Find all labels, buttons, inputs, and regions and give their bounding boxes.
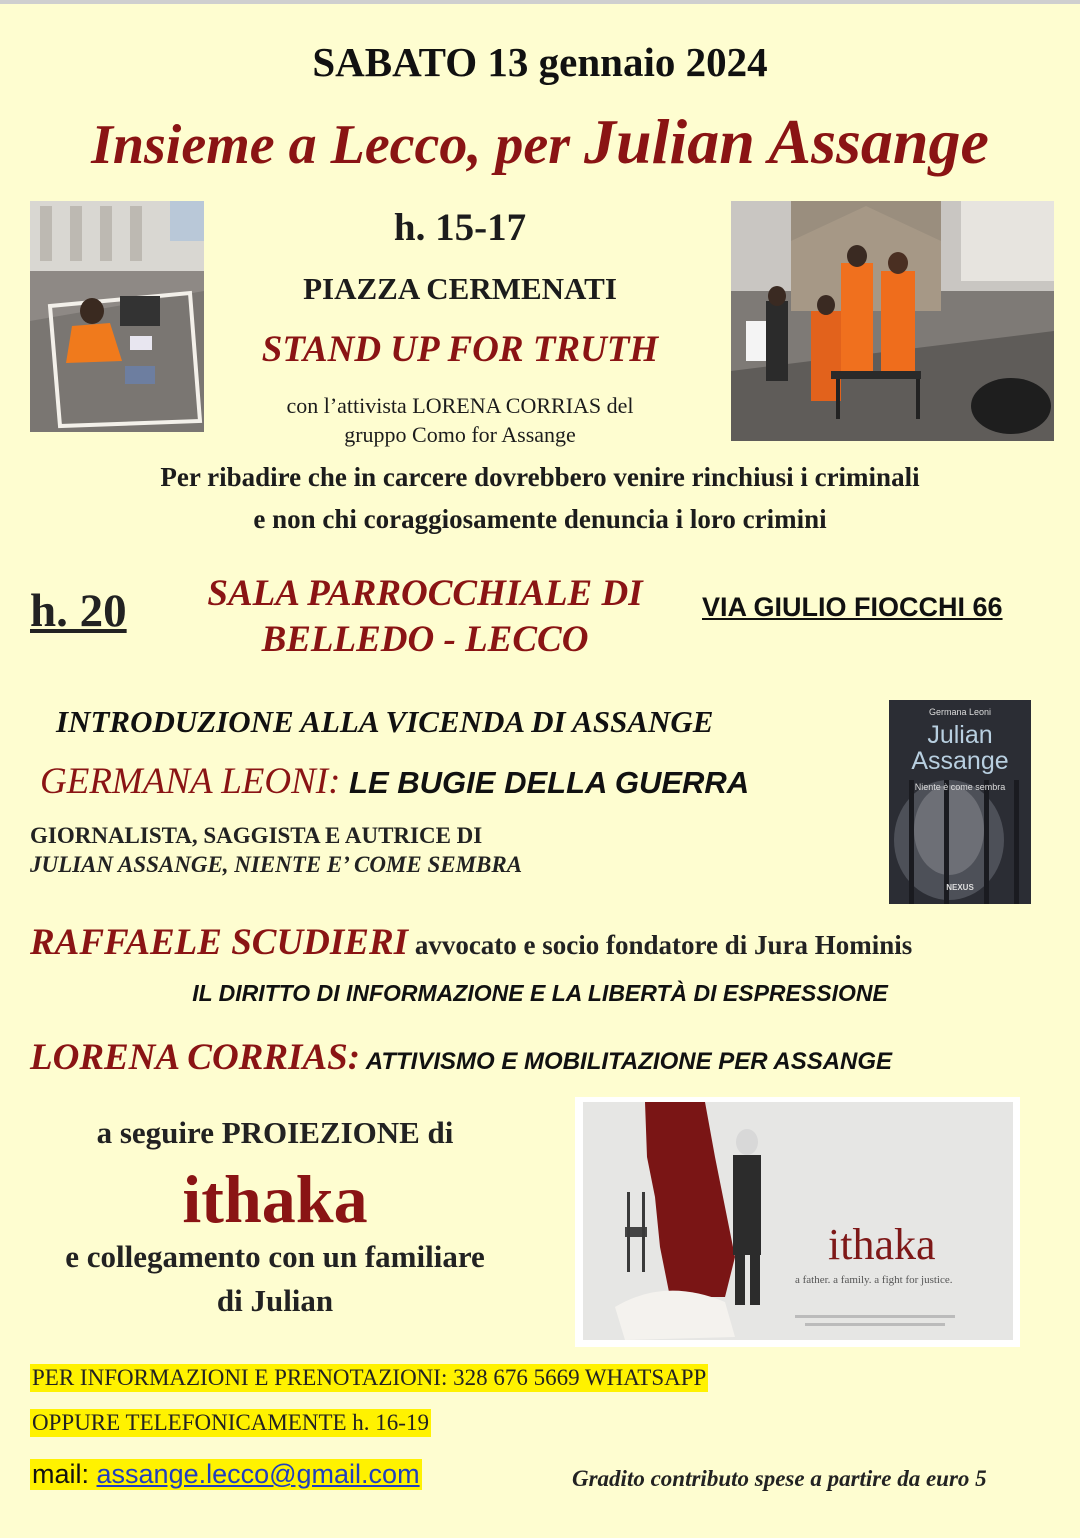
speaker2-name: RAFFAELE SCUDIERI bbox=[30, 922, 409, 963]
event-date: SABATO 13 gennaio 2024 bbox=[312, 39, 768, 85]
poster-title: ithaka bbox=[828, 1220, 936, 1269]
screening-film: ithaka bbox=[182, 1161, 368, 1237]
speaker1-colon: : bbox=[328, 761, 341, 802]
title-part1: Insieme a Lecco, per bbox=[91, 114, 585, 176]
speaker1-topic: LE BUGIE DELLA GUERRA bbox=[340, 765, 750, 800]
speaker2-line bbox=[30, 921, 912, 964]
afternoon-with-line1: con l’attivista LORENA CORRIAS del bbox=[286, 393, 634, 418]
book-subtitle: Niente è come sembra bbox=[914, 782, 1006, 792]
speaker3-line bbox=[30, 1036, 892, 1079]
evening-venue-line1: SALA PARROCCHIALE DI bbox=[207, 573, 643, 614]
afternoon-with-line2: gruppo Como for Assange bbox=[344, 422, 576, 447]
contact-info: PER INFORMAZIONI E PRENOTAZIONI: 328 676 5669 WHATSAPP bbox=[32, 1365, 707, 1390]
contribution-note: Gradito contributo spese a partire da euro 5 bbox=[572, 1466, 987, 1491]
evening-time: h. 20 bbox=[30, 585, 127, 637]
photo-stand-up bbox=[731, 201, 1054, 441]
afternoon-message-line2: e non chi coraggiosamente denuncia i loro crimini bbox=[253, 504, 827, 534]
event-title bbox=[0, 105, 1080, 179]
mail-label: mail: bbox=[32, 1459, 97, 1489]
poster-tagline: a father. a family. a fight for justice. bbox=[795, 1274, 953, 1286]
speaker1-bio-line2: JULIAN ASSANGE, NIENTE E’ COME SEMBRA bbox=[30, 852, 523, 877]
book-cover bbox=[889, 700, 1031, 904]
screening-intro: a seguire PROIEZIONE di bbox=[96, 1115, 454, 1150]
afternoon-time: h. 15-17 bbox=[393, 206, 527, 249]
evening-venue-line2: BELLEDO - LECCO bbox=[261, 619, 589, 660]
speaker1-name: GERMANA LEONI bbox=[40, 761, 329, 802]
afternoon-event: STAND UP FOR TRUTH bbox=[261, 329, 659, 370]
mail-link[interactable]: assange.lecco@gmail.com bbox=[96, 1459, 420, 1489]
film-poster bbox=[575, 1097, 1020, 1347]
speaker1-line bbox=[40, 760, 749, 803]
speaker3-name: LORENA CORRIAS: bbox=[30, 1037, 361, 1078]
speaker1-bio-line1: GIORNALISTA, SAGGISTA E AUTRICE DI bbox=[30, 823, 483, 848]
speaker3-topic: ATTIVISMO E MOBILITAZIONE PER ASSANGE bbox=[360, 1048, 893, 1075]
contact-phone: OPPURE TELEFONICAMENTE h. 16-19 bbox=[32, 1410, 429, 1435]
book-author: Germana Leoni bbox=[928, 707, 992, 717]
top-border bbox=[0, 0, 1080, 4]
program-intro: INTRODUZIONE ALLA VICENDA DI ASSANGE bbox=[56, 704, 714, 739]
book-title-line1: Julian bbox=[927, 721, 993, 749]
book-title-line2: Assange bbox=[911, 747, 1009, 775]
speaker2-topic: IL DIRITTO DI INFORMAZIONE E LA LIBERTÀ DI ESPRESSIONE bbox=[192, 980, 888, 1006]
screening-followup-line1: e collegamento con un familiare bbox=[65, 1239, 485, 1274]
evening-address: VIA GIULIO FIOCCHI 66 bbox=[702, 592, 1003, 622]
screening-followup-line2: di Julian bbox=[216, 1283, 334, 1318]
afternoon-place: PIAZZA CERMENATI bbox=[303, 271, 617, 306]
afternoon-message-line1: Per ribadire che in carcere dovrebbero venire rinchiusi i criminali bbox=[160, 462, 920, 492]
photo-sit-in bbox=[30, 201, 204, 432]
book-publisher: NEXUS bbox=[946, 883, 974, 892]
speaker2-role: avvocato e socio fondatore di Jura Hominis bbox=[408, 930, 913, 960]
title-part2: Julian Assange bbox=[584, 106, 989, 177]
contact-mail bbox=[30, 1459, 422, 1490]
